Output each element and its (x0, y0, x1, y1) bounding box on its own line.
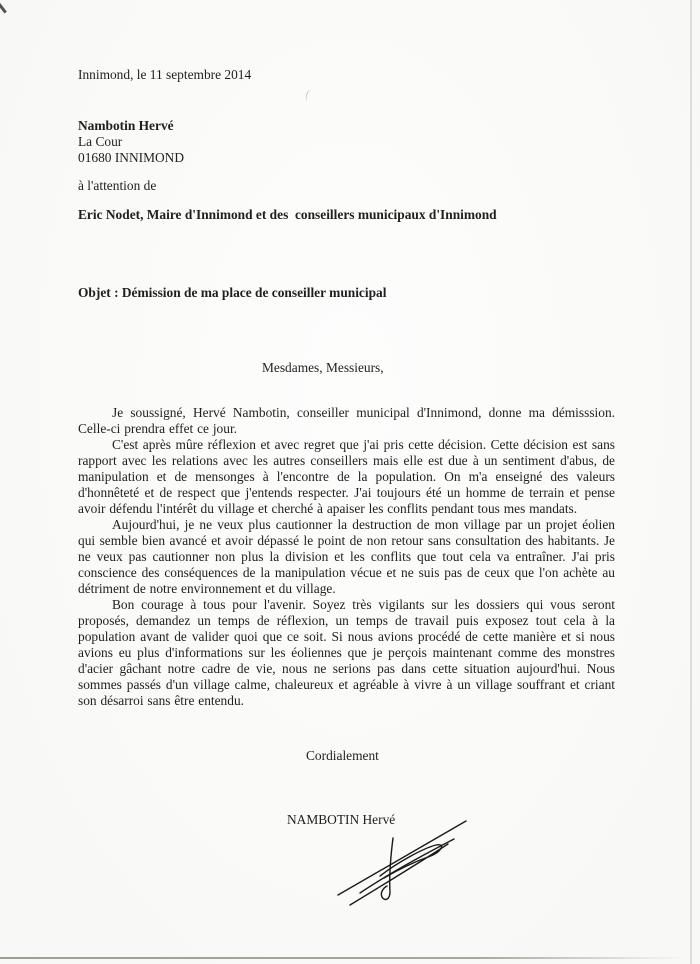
closing: Cordialement (306, 748, 379, 763)
paragraph-1: Je soussigné, Hervé Nambotin, conseiller municipal d'Innimond, donne ma démisssion. Celle-ci prendra effet ce jour. (78, 405, 615, 436)
sender-address-line2: 01680 INNIMOND (78, 150, 185, 165)
attention-line: à l'attention de (78, 178, 157, 193)
scan-corner-artifact (0, 0, 7, 13)
scan-speck-artifact (304, 89, 313, 101)
paragraph-3: Aujourd'hui, je ne veux plus cautionner la destruction de mon village par un projet éolien qui semble bien avancé et avoir dépassé le point de non retour sans consultation des habitants. Je ne veux pas cautionner non plus la division et les conflits que tout cela va entraîner. J'ai pris conscience des conséquences de la manipulation vécue et ne suis pas de ceux que l'on achète au détriment de notre environnement et du village. (78, 517, 615, 596)
paragraph-2: C'est après mûre réflexion et avec regret que j'ai pris cette décision. Cette décision est sans rapport avec les relations avec les autres conseillers mais elle est due à un sentiment d'abus, de manipulation et de mensonges à l'encontre de la population. On m'a enseigné des valeurs d'honnêteté et de respect que j'entends respecter. J'ai toujours été un homme de terrain et pense avoir défendu l'intérêt du village et cherché à apaiser les conflits pendant tous mes mandats. (78, 437, 615, 516)
handwritten-signature (330, 814, 472, 910)
date-line: Innimond, le 11 septembre 2014 (78, 67, 252, 82)
sender-name: Nambotin Hervé (78, 118, 174, 133)
sender-block (78, 118, 184, 166)
letter-body (78, 405, 615, 709)
scan-right-edge-line (690, 0, 692, 964)
sender-address-line1: La Cour (78, 134, 123, 149)
paragraph-4: Bon courage à tous pour l'avenir. Soyez très vigilants sur les dossiers qui vous seront proposés, demandez un temps de réflexion, un temps de travail puis exposez tout cela à la population avant de valider quoi que ce soit. Si nous avions procédé de cette manière et si nous avions eu plus d'informations sur les éoliennes que je perçois maintenant comme des monstres d'acier gâchant notre cadre de vie, nous ne serions pas dans cette situation aujourd'hui. Nous sommes passés d'un village calme, chaleureux et agréable à vivre à un village souffrant et criant son désarroi sans être entendu. (78, 597, 615, 708)
signature-name: NAMBOTIN Hervé (287, 812, 396, 827)
scan-bottom-edge-line (0, 957, 686, 959)
subject-line: Objet : Démission de ma place de conseiller municipal (78, 285, 387, 300)
recipient-line: Eric Nodet, Maire d'Innimond et des conseillers municipaux d'Innimond (78, 207, 497, 222)
salutation: Mesdames, Messieurs, (262, 360, 384, 375)
